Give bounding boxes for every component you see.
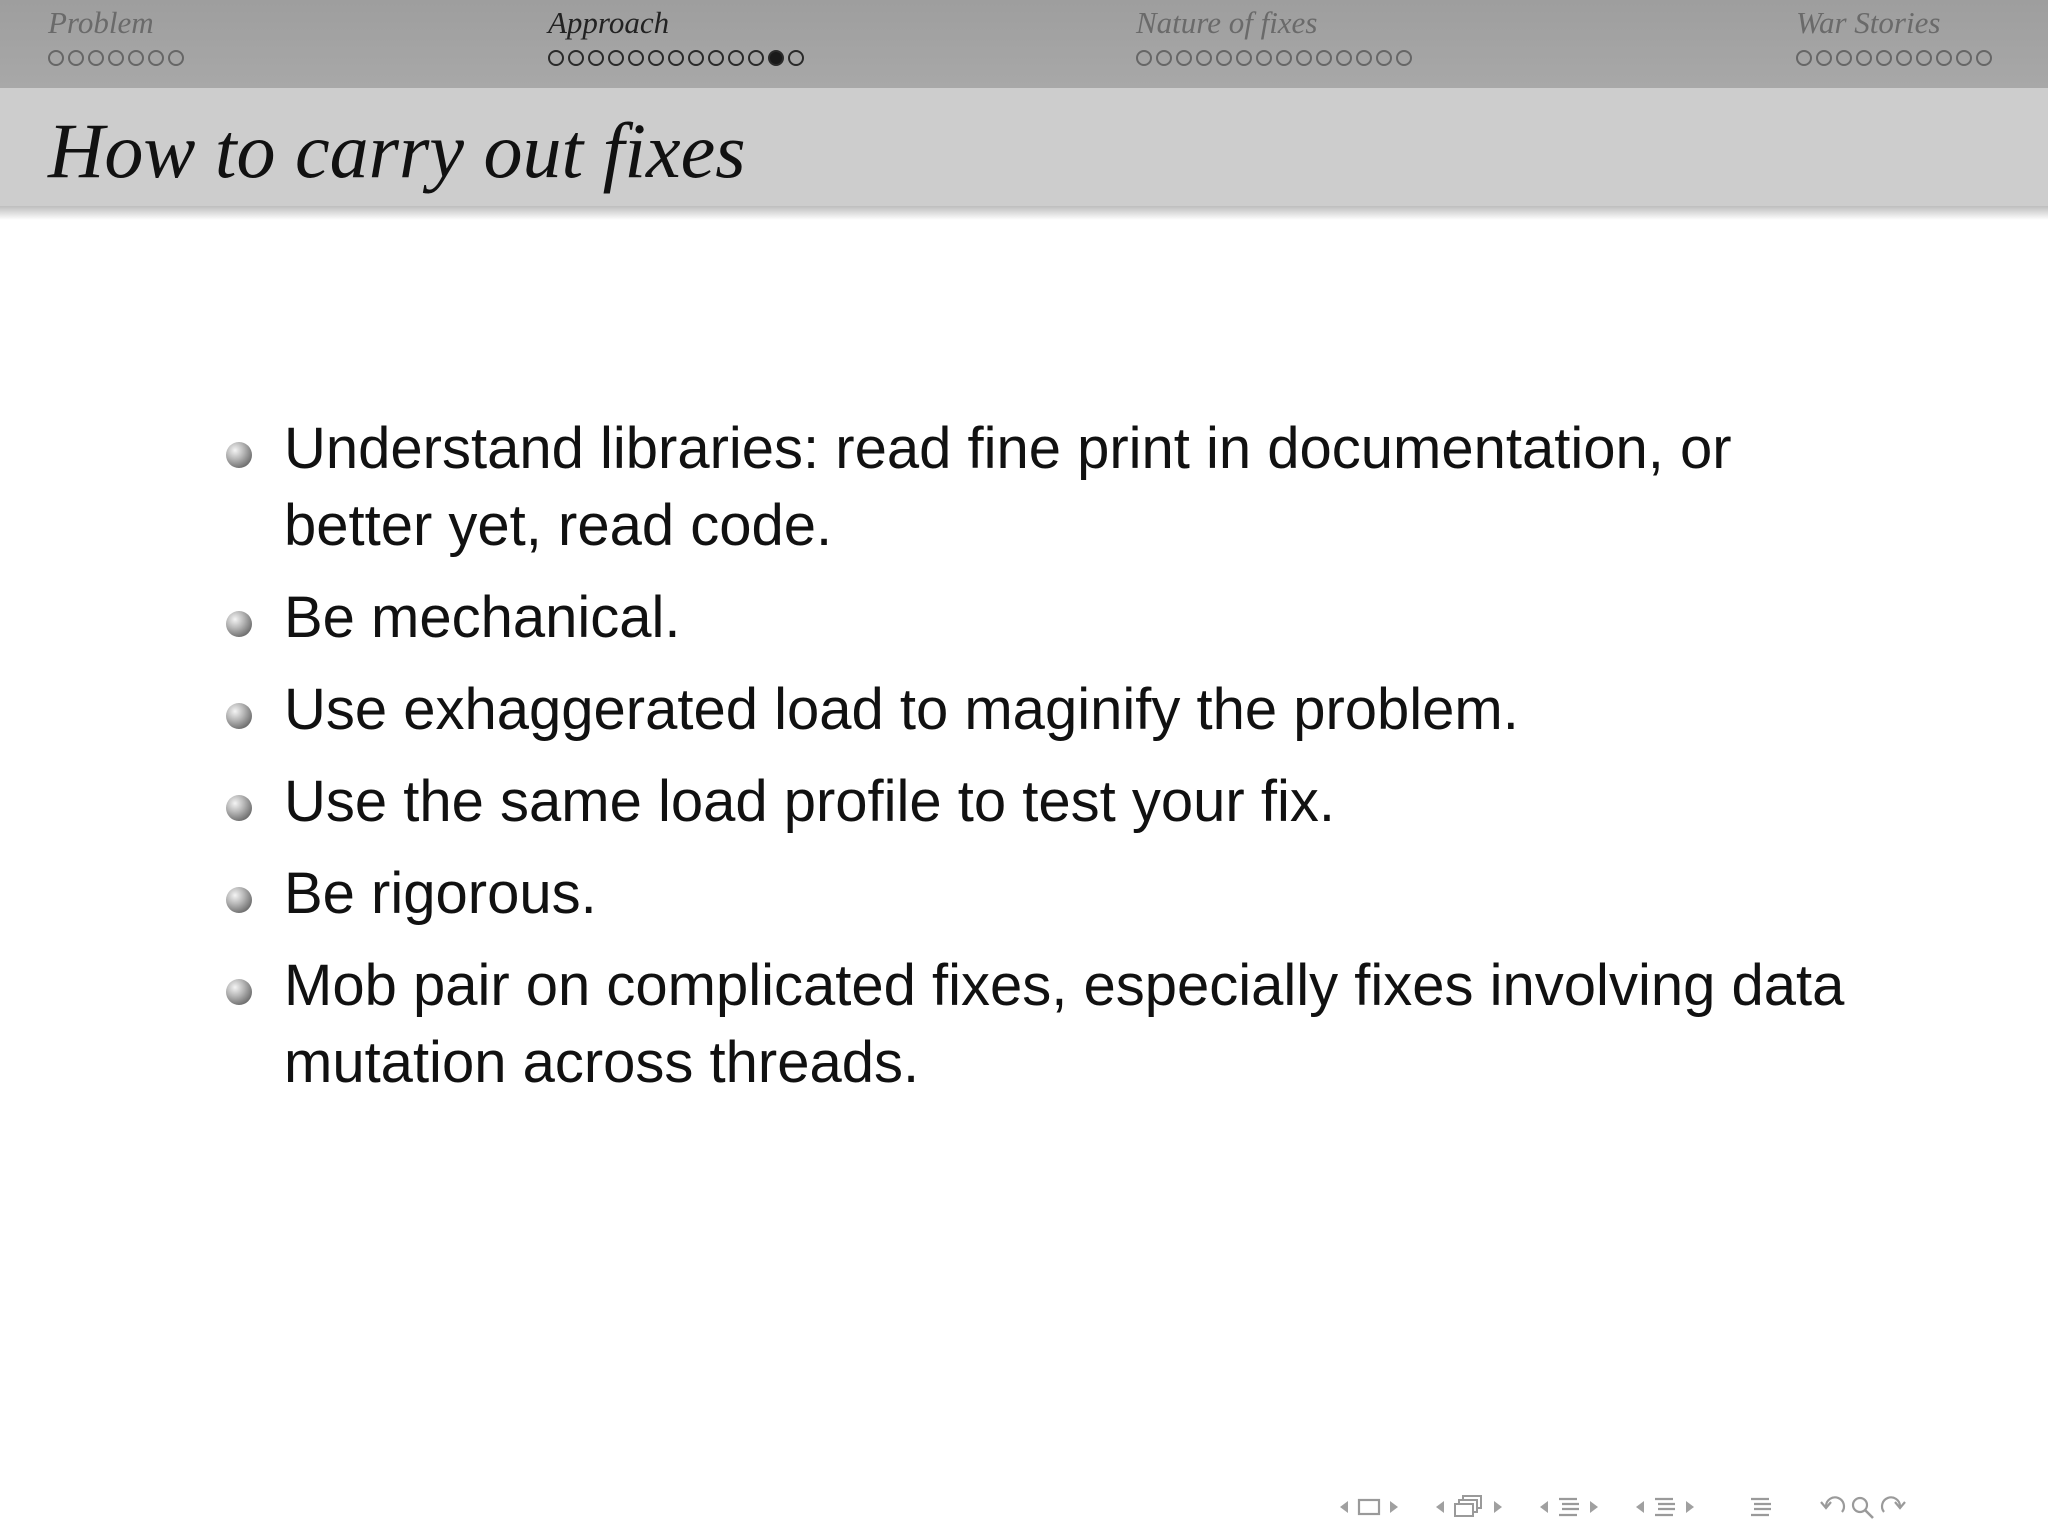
- frame-dot[interactable]: [748, 50, 764, 66]
- spacer: [1774, 1490, 1818, 1524]
- frame-dot[interactable]: [168, 50, 184, 66]
- nav-section-dots: [48, 50, 184, 66]
- list-item-text: Use the same load profile to test your fix.: [284, 769, 1335, 834]
- nav-section-dots: [1136, 50, 1412, 66]
- prev-arrow-icon[interactable]: [1530, 1490, 1556, 1524]
- frame-dot[interactable]: [1196, 50, 1212, 66]
- frame-dot[interactable]: [708, 50, 724, 66]
- nav-section-title[interactable]: War Stories: [1796, 5, 1941, 40]
- next-arrow-icon[interactable]: [1582, 1490, 1608, 1524]
- frame-dot[interactable]: [1376, 50, 1392, 66]
- frame-dot[interactable]: [588, 50, 604, 66]
- list-item: [220, 410, 1860, 564]
- next-arrow-icon[interactable]: [1382, 1490, 1408, 1524]
- next-arrow-icon[interactable]: [1486, 1490, 1512, 1524]
- frame-dot[interactable]: [788, 50, 804, 66]
- beamer-navigation-symbols: [1330, 1490, 1908, 1524]
- list-item: [220, 763, 1860, 840]
- subsection-icon[interactable]: [1556, 1490, 1582, 1524]
- nav-section-title[interactable]: Approach: [548, 5, 670, 40]
- forward-icon[interactable]: [1878, 1490, 1908, 1524]
- frame-dot[interactable]: [628, 50, 644, 66]
- spacer: [1704, 1490, 1748, 1524]
- prev-arrow-icon[interactable]: [1626, 1490, 1652, 1524]
- frame-dot[interactable]: [1876, 50, 1892, 66]
- frame-dot[interactable]: [1276, 50, 1292, 66]
- bullet-ball-icon: [226, 442, 252, 468]
- list-item: [220, 855, 1860, 932]
- prev-arrow-icon[interactable]: [1330, 1490, 1356, 1524]
- frame-dot[interactable]: [548, 50, 564, 66]
- search-icon[interactable]: [1848, 1490, 1878, 1524]
- list-item-text: Understand libraries: read fine print in documentation, or better yet, read code.: [284, 416, 1732, 558]
- list-item-text: Mob pair on complicated fixes, especially fixes involving data mutation across threads.: [284, 953, 1845, 1095]
- frame-dot[interactable]: [128, 50, 144, 66]
- frame-dot[interactable]: [648, 50, 664, 66]
- list-item: [220, 947, 1860, 1101]
- frame-dot[interactable]: [668, 50, 684, 66]
- page-title: How to carry out fixes: [48, 107, 746, 194]
- frame-dot[interactable]: [1796, 50, 1812, 66]
- slide-icon[interactable]: [1356, 1490, 1382, 1524]
- frame-dot[interactable]: [1936, 50, 1952, 66]
- frame-dot[interactable]: [148, 50, 164, 66]
- nav-section-title[interactable]: Nature of fixes: [1136, 5, 1318, 40]
- frame-dot[interactable]: [728, 50, 744, 66]
- bullet-list: [220, 410, 1860, 1116]
- frame-dot[interactable]: [1976, 50, 1992, 66]
- nav-section-title[interactable]: Problem: [48, 5, 154, 40]
- bullet-ball-icon: [226, 887, 252, 913]
- list-item-text: Be mechanical.: [284, 585, 681, 650]
- bullet-ball-icon: [226, 979, 252, 1005]
- list-item-text: Be rigorous.: [284, 861, 597, 926]
- frame-dot[interactable]: [568, 50, 584, 66]
- frame-dot[interactable]: [608, 50, 624, 66]
- frame-dot[interactable]: [1156, 50, 1172, 66]
- frame-dot[interactable]: [1216, 50, 1232, 66]
- list-item-text: Use exhaggerated load to maginify the problem.: [284, 677, 1519, 742]
- frame-dot[interactable]: [48, 50, 64, 66]
- frame-dot[interactable]: [1256, 50, 1272, 66]
- frame-dot[interactable]: [1836, 50, 1852, 66]
- list-item: [220, 671, 1860, 748]
- frame-dot[interactable]: [1896, 50, 1912, 66]
- frame-dot[interactable]: [88, 50, 104, 66]
- back-icon[interactable]: [1818, 1490, 1848, 1524]
- spacer: [1408, 1490, 1426, 1524]
- section-navigation-bar: [0, 0, 2048, 88]
- frame-dot[interactable]: [1916, 50, 1932, 66]
- frame-dot[interactable]: [1236, 50, 1252, 66]
- frame-dot[interactable]: [1336, 50, 1352, 66]
- frame-dot[interactable]: [1856, 50, 1872, 66]
- frame-dot[interactable]: [1316, 50, 1332, 66]
- bullet-ball-icon: [226, 611, 252, 637]
- frame-dot[interactable]: [68, 50, 84, 66]
- frame-dot[interactable]: [1396, 50, 1412, 66]
- appendix-icon[interactable]: [1748, 1490, 1774, 1524]
- bullet-ball-icon: [226, 703, 252, 729]
- section-icon[interactable]: [1652, 1490, 1678, 1524]
- frame-dot[interactable]: [1956, 50, 1972, 66]
- spacer: [1512, 1490, 1530, 1524]
- frame-dot[interactable]: [1816, 50, 1832, 66]
- bullet-ball-icon: [226, 795, 252, 821]
- frame-dot[interactable]: [688, 50, 704, 66]
- next-arrow-icon[interactable]: [1678, 1490, 1704, 1524]
- frame-dot[interactable]: [1296, 50, 1312, 66]
- frame-dot[interactable]: [108, 50, 124, 66]
- prev-arrow-icon[interactable]: [1426, 1490, 1452, 1524]
- current-frame-dot[interactable]: [768, 50, 784, 66]
- frame-icon[interactable]: [1452, 1490, 1486, 1524]
- frame-dot[interactable]: [1356, 50, 1372, 66]
- frame-dot[interactable]: [1136, 50, 1152, 66]
- title-bar-shadow: [0, 206, 2048, 220]
- nav-section-dots: [548, 50, 804, 66]
- spacer: [1608, 1490, 1626, 1524]
- frame-dot[interactable]: [1176, 50, 1192, 66]
- list-item: [220, 579, 1860, 656]
- nav-section-dots: [1796, 50, 1992, 66]
